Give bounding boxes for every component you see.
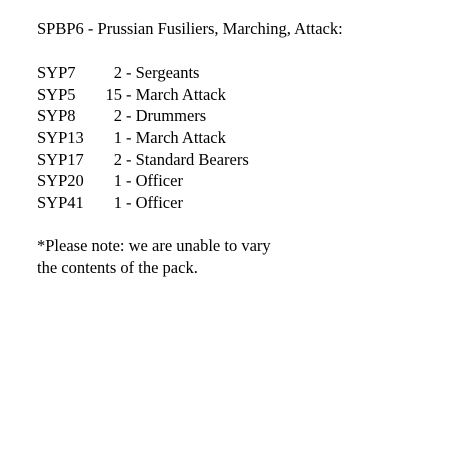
item-quantity: 2 (113, 149, 122, 169)
list-item (37, 105, 437, 127)
item-quantity: 2 (113, 106, 122, 126)
note-line-2: the contents of the pack. (37, 257, 198, 277)
item-description: - Standard Bearers (126, 149, 249, 169)
item-quantity: 1 (113, 193, 122, 213)
item-code: SYP20 (37, 171, 84, 191)
item-code: SYP5 (37, 84, 76, 104)
item-description: - March Attack (126, 128, 226, 148)
item-code: SYP13 (37, 128, 84, 148)
item-quantity: 1 (113, 128, 122, 148)
list-item (37, 192, 437, 214)
pack-note (37, 235, 437, 279)
list-item (37, 127, 437, 149)
list-item (37, 149, 437, 171)
item-quantity: 2 (113, 63, 122, 82)
item-code: SYP41 (37, 193, 84, 213)
list-item (37, 62, 437, 84)
item-description: - Officer (126, 193, 183, 213)
item-description: - Officer (126, 171, 183, 191)
item-code: SYP8 (37, 106, 76, 126)
note-line-1: *Please note: we are unable to vary (37, 235, 271, 255)
item-description: - Sergeants (126, 63, 200, 82)
pack-contents-list (37, 62, 437, 214)
product-description (37, 18, 437, 279)
list-item (37, 84, 437, 106)
item-quantity: 1 (113, 171, 122, 191)
item-code: SYP7 (37, 63, 76, 82)
item-description: - Drummers (126, 106, 207, 126)
item-description: - March Attack (126, 84, 226, 104)
pack-title: SPBP6 - Prussian Fusiliers, Marching, Attack: (37, 19, 343, 38)
list-item (37, 170, 437, 192)
item-quantity: 15 (105, 84, 122, 104)
item-code: SYP17 (37, 149, 84, 169)
